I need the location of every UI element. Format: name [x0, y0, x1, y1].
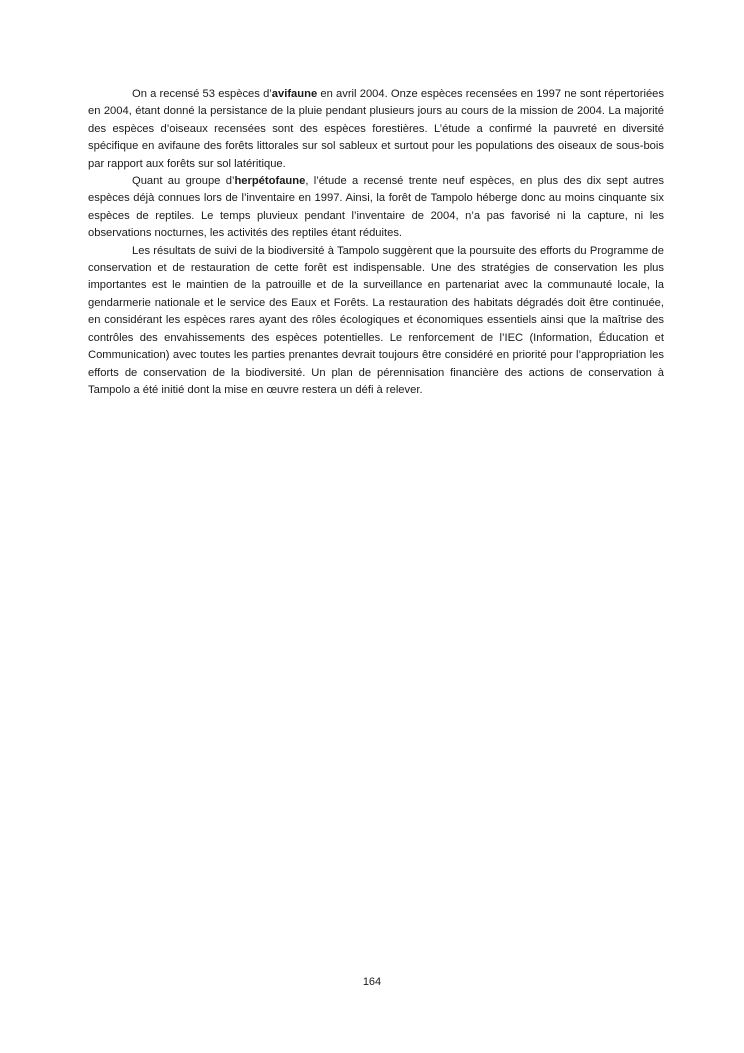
paragraph-herpetofaune-body: , l’étude a recensé trente neuf espèces, en plus des dix sept autres espèces déjà connues lors de l’inventaire en 1997. Ainsi, la forêt de Tampolo héberge donc au moins cinquante six espèces de reptiles. Le temps pluvieux pendant l’inventaire de 2004, n’a pas favorisé ni la capture, ni les observations nocturnes, les activités des reptiles étant réduites. — [88, 175, 664, 240]
term-avifaune: avifaune — [271, 88, 318, 100]
paragraph-conservation: Les résultats de suivi de la biodiversité à Tampolo suggèrent que la poursuite des efforts du Programme de conservation et de restauration de cette forêt est indispensable. Une des stratégies de conservation les plus importantes est le maintien de la patrouille et de la surveillance en partenariat avec la communauté locale, la gendarmerie nationale et le service des Eaux et Forêts. La restauration des habitats dégradés doit être continuée, en considérant les espèces rares ayant des rôles écologiques et économiques essentiels ainsi que la maîtrise des contrôles des envahissements des espèces potentielles. Le renforcement de l’IEC (Information, Éducation et Communication) avec toutes les parties prenantes devrait toujours être considéré en priorité pour l’appropriation les efforts de conservation de la biodiversité. Un plan de pérennisation financière des actions de conservation à Tampolo a été initié dont la mise en œuvre restera un défi à relever. — [88, 244, 664, 396]
paragraph-avifaune-lead: On a recensé 53 espèces d’ — [132, 88, 272, 100]
term-herpetofaune: herpétofaune — [234, 175, 306, 188]
page-number: 164 — [362, 976, 382, 988]
paragraph-herpetofaune-lead: Quant au groupe d’ — [132, 175, 235, 188]
paragraph-avifaune-body: en avril 2004. Onze espèces recensées en 1997 ne sont répertoriées en 2004, étant donné la persistance de la pluie pendant plusieurs jours au cours de la mission de 2004. La majorité des espèces d’oiseaux recensées sont des espèces forestières. L’étude a confirmé la pauvreté en diversité spécifique en avifaune des forêts littorales sur sol sableux et surtout pour les populations des oiseaux de sous-bois par rapport aux forêts sur sol latéritique. — [88, 88, 664, 170]
paragraph-avifaune — [88, 86, 664, 173]
document-body — [88, 86, 664, 399]
paragraph-herpetofaune — [88, 173, 664, 243]
